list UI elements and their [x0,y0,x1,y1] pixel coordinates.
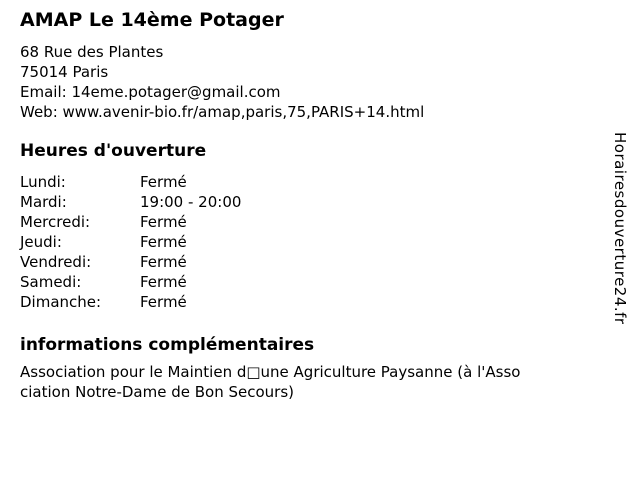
additional-info-heading: informations complémentaires [20,335,315,355]
hours-row-saturday [20,272,241,292]
day-hours: 19:00 - 20:00 [140,193,242,211]
day-hours: Fermé [140,273,187,291]
day-label: Vendredi: [20,253,92,271]
day-hours: Fermé [140,233,187,251]
day-hours: Fermé [140,293,187,311]
additional-info-line: Association pour le Maintien d□une Agriculture Paysanne (à l'Asso [20,363,521,381]
hours-row-wednesday [20,212,241,232]
email-line: Email: 14eme.potager@gmail.com [20,83,281,101]
day-hours: Fermé [140,253,187,271]
additional-info-text [20,362,520,402]
day-label: Mercredi: [20,213,91,231]
address-city: 75014 Paris [20,63,109,81]
day-label: Jeudi: [20,233,62,251]
hours-row-tuesday [20,192,241,212]
additional-info-line: ciation Notre-Dame de Bon Secours) [20,383,294,401]
day-label: Dimanche: [20,293,102,311]
business-name: AMAP Le 14ème Potager [20,9,284,31]
day-hours: Fermé [140,173,187,191]
hours-row-sunday [20,292,241,312]
site-watermark: Horairesdouverture24.fr [611,132,629,325]
day-label: Lundi: [20,173,66,191]
day-hours: Fermé [140,213,187,231]
hours-row-friday [20,252,241,272]
address-street: 68 Rue des Plantes [20,43,164,61]
hours-row-thursday [20,232,241,252]
contact-block [20,42,424,122]
hours-table [20,172,241,312]
hours-heading: Heures d'ouverture [20,141,207,161]
day-label: Samedi: [20,273,82,291]
web-line: Web: www.avenir-bio.fr/amap,paris,75,PARIS+14.html [20,103,425,121]
day-label: Mardi: [20,193,67,211]
hours-row-monday [20,172,241,192]
